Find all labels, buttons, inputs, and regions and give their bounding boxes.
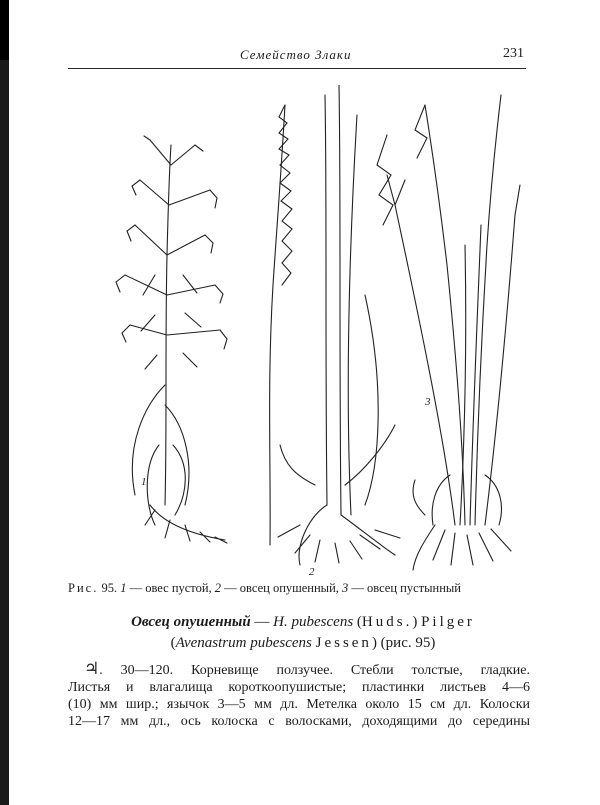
caption-label: Рис. bbox=[68, 581, 99, 595]
caption-item-2-num: 2 bbox=[214, 581, 222, 595]
figure-caption bbox=[68, 581, 538, 596]
description-line-2: Листья и влагалища короткоопушистые; пластинки листьев 4—6 bbox=[68, 680, 530, 695]
species-author-open: ( bbox=[356, 614, 362, 630]
section-title: Семейство Злаки bbox=[240, 47, 352, 62]
synonym-open: ( bbox=[170, 635, 176, 651]
caption-item-1-num: 1 bbox=[120, 581, 127, 595]
description-line-1-text: . 30—120. Корневище ползучее. Стебли толстые, гладкие. bbox=[99, 663, 530, 678]
plant-3-desertorum bbox=[387, 95, 520, 570]
caption-item-3-text: — овсец пустынный bbox=[351, 581, 461, 595]
perennial-icon: ♃ bbox=[84, 659, 100, 678]
plant-illustration bbox=[95, 85, 530, 575]
species-genus-abbr: H. bbox=[273, 614, 288, 630]
plant-label-2: 2 bbox=[309, 566, 315, 575]
plant-label-3: 3 bbox=[425, 396, 431, 408]
header-rule bbox=[68, 68, 526, 69]
figure-reference: ) (рис. 95) bbox=[371, 635, 436, 651]
description-line-3: (10) мм шир.; язычок 3—5 мм дл. Метелка около 15 см дл. Колоски bbox=[68, 697, 530, 712]
plant-label-1: 1 bbox=[141, 476, 147, 488]
species-parent-author: Huds. bbox=[361, 614, 413, 630]
botanical-figure bbox=[95, 85, 530, 575]
plant-2-pubescens bbox=[270, 85, 400, 565]
species-russian-name: Овсец опушенный bbox=[131, 614, 251, 630]
species-dash: — bbox=[254, 614, 270, 630]
caption-number: 95. bbox=[101, 581, 118, 595]
species-author: Pilger bbox=[421, 614, 475, 630]
species-heading bbox=[68, 612, 538, 654]
page-number: 231 bbox=[503, 46, 524, 61]
species-author-close: ) bbox=[412, 614, 418, 630]
species-description bbox=[68, 660, 530, 730]
synonym-genus: Avenastrum bbox=[175, 635, 247, 651]
caption-item-2-text: — овсец опушенный, bbox=[224, 581, 339, 595]
caption-item-3-num: 3 bbox=[342, 581, 349, 595]
species-epithet: pubescens bbox=[291, 614, 354, 630]
description-line-1 bbox=[68, 660, 530, 679]
scan-edge bbox=[0, 0, 9, 805]
synonym-epithet: pubescens bbox=[250, 635, 312, 651]
running-head bbox=[0, 46, 600, 66]
synonym-author: Jessen bbox=[315, 635, 372, 651]
caption-item-1-text: — овес пустой, bbox=[129, 581, 212, 595]
description-line-4: 12—17 мм дл., ось колоска с волосками, доходящими до середины bbox=[68, 714, 530, 729]
plant-1-oat bbox=[116, 136, 227, 543]
